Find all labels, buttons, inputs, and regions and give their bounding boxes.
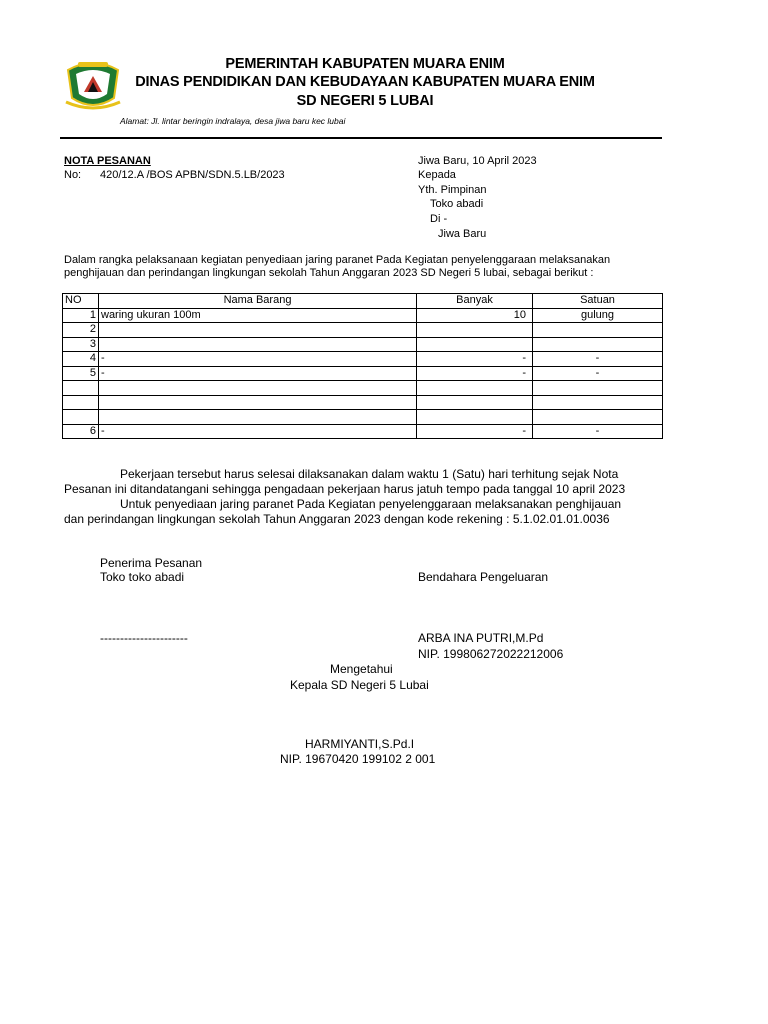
cell-no: 6 [63, 424, 99, 439]
table-row [63, 366, 663, 381]
cell-no: 2 [63, 323, 99, 338]
table-row [63, 424, 663, 439]
nota-number-value: 420/12.A /BOS APBN/SDN.5.LB/2023 [100, 169, 285, 181]
cell-no: 4 [63, 352, 99, 367]
intro-line-1: Dalam rangka pelaksanaan kegiatan penyediaan jaring paranet Pada Kegiatan penyelenggaraan melaksanakan [64, 254, 611, 266]
cell-unit [533, 337, 663, 352]
receiver-name: Toko toko abadi [100, 570, 185, 584]
head-name: HARMIYANTI,S.Pd.I [305, 737, 415, 751]
cell-qty [417, 395, 533, 410]
cell-qty: - [417, 424, 533, 439]
cell-unit [533, 381, 663, 396]
table-row [63, 352, 663, 367]
cell-qty: 10 [417, 308, 533, 323]
cell-unit [533, 323, 663, 338]
recipient-toko: Toko abadi [430, 198, 484, 210]
body-p1-line-2: Pesanan ini ditandatangani sehingga pengadaan pekerjaan harus jatuh tempo pada tanggal 10 april 2023 [64, 482, 626, 496]
cell-unit [533, 395, 663, 410]
cell-qty: - [417, 366, 533, 381]
cell-qty [417, 323, 533, 338]
table-row [63, 337, 663, 352]
body-p2-line-1: Untuk penyediaan jaring paranet Pada Kegiatan penyelenggaraan melaksanakan penghijauan [120, 497, 622, 511]
cell-item: - [99, 366, 417, 381]
col-header-satuan: Satuan [533, 294, 663, 309]
recipient-city: Jiwa Baru [438, 228, 487, 240]
head-title: Kepala SD Negeri 5 Lubai [290, 678, 429, 692]
place-date: Jiwa Baru, 10 April 2023 [418, 155, 537, 167]
cell-item: waring ukuran 100m [99, 308, 417, 323]
recipient-yth: Yth. Pimpinan [418, 184, 487, 196]
intro-line-2: penghijauan dan perindangan lingkungan sekolah Tahun Anggaran 2023 SD Negeri 5 lubai, sebagai berikut : [64, 267, 594, 279]
receiver-title: Penerima Pesanan [100, 556, 203, 570]
recipient-kepada: Kepada [418, 169, 456, 181]
table-row [63, 410, 663, 425]
nota-number-label: No: [64, 169, 82, 181]
cell-item [99, 381, 417, 396]
cell-item [99, 337, 417, 352]
col-header-nama-barang: Nama Barang [99, 294, 417, 309]
cell-unit: gulung [533, 308, 663, 323]
body-p2-line-2: dan perindangan lingkungan sekolah Tahun Anggaran 2023 dengan kode rekening : 5.1.02.01.01.0036 [64, 512, 610, 526]
cell-item: - [99, 352, 417, 367]
col-header-banyak: Banyak [417, 294, 533, 309]
table-row [63, 395, 663, 410]
cell-no: 1 [63, 308, 99, 323]
recipient-di: Di - [430, 213, 448, 225]
cell-item [99, 323, 417, 338]
body-p1-line-1: Pekerjaan tersebut harus selesai dilaksanakan dalam waktu 1 (Satu) hari terhitung sejak Nota [120, 467, 619, 481]
treasurer-name: ARBA INA PUTRI,M.Pd [418, 631, 544, 645]
table-row [63, 323, 663, 338]
cell-no [63, 381, 99, 396]
head-nip: NIP. 19670420 199102 2 001 [280, 752, 436, 766]
table-row [63, 381, 663, 396]
cell-unit: - [533, 424, 663, 439]
receiver-signature-line: ---------------------- [100, 631, 188, 645]
table-header-row [63, 294, 663, 309]
order-items-table [62, 293, 663, 439]
header-school-name: SD NEGERI 5 LUBAI [296, 93, 434, 109]
cell-qty [417, 381, 533, 396]
header-government-name: PEMERINTAH KABUPATEN MUARA ENIM [225, 56, 505, 72]
nota-title: NOTA PESANAN [64, 155, 151, 167]
cell-qty [417, 410, 533, 425]
cell-qty: - [417, 352, 533, 367]
cell-item [99, 395, 417, 410]
cell-item [99, 410, 417, 425]
table-row [63, 308, 663, 323]
cell-item: - [99, 424, 417, 439]
acknowledge-label: Mengetahui [330, 662, 393, 676]
cell-no: 5 [63, 366, 99, 381]
header-address: Alamat: Jl. lintar beringin indralaya, desa jiwa baru kec lubai [120, 116, 346, 126]
cell-unit [533, 410, 663, 425]
cell-no [63, 395, 99, 410]
cell-unit: - [533, 352, 663, 367]
col-header-no: NO [63, 294, 99, 309]
cell-no: 3 [63, 337, 99, 352]
treasurer-nip: NIP. 199806272022212006 [418, 647, 564, 661]
cell-qty [417, 337, 533, 352]
cell-no [63, 410, 99, 425]
regency-emblem-logo [64, 54, 122, 114]
header-department-name: DINAS PENDIDIKAN DAN KEBUDAYAAN KABUPATEN MUARA ENIM [135, 74, 595, 90]
header-divider [60, 137, 662, 139]
treasurer-title: Bendahara Pengeluaran [418, 570, 549, 584]
cell-unit: - [533, 366, 663, 381]
